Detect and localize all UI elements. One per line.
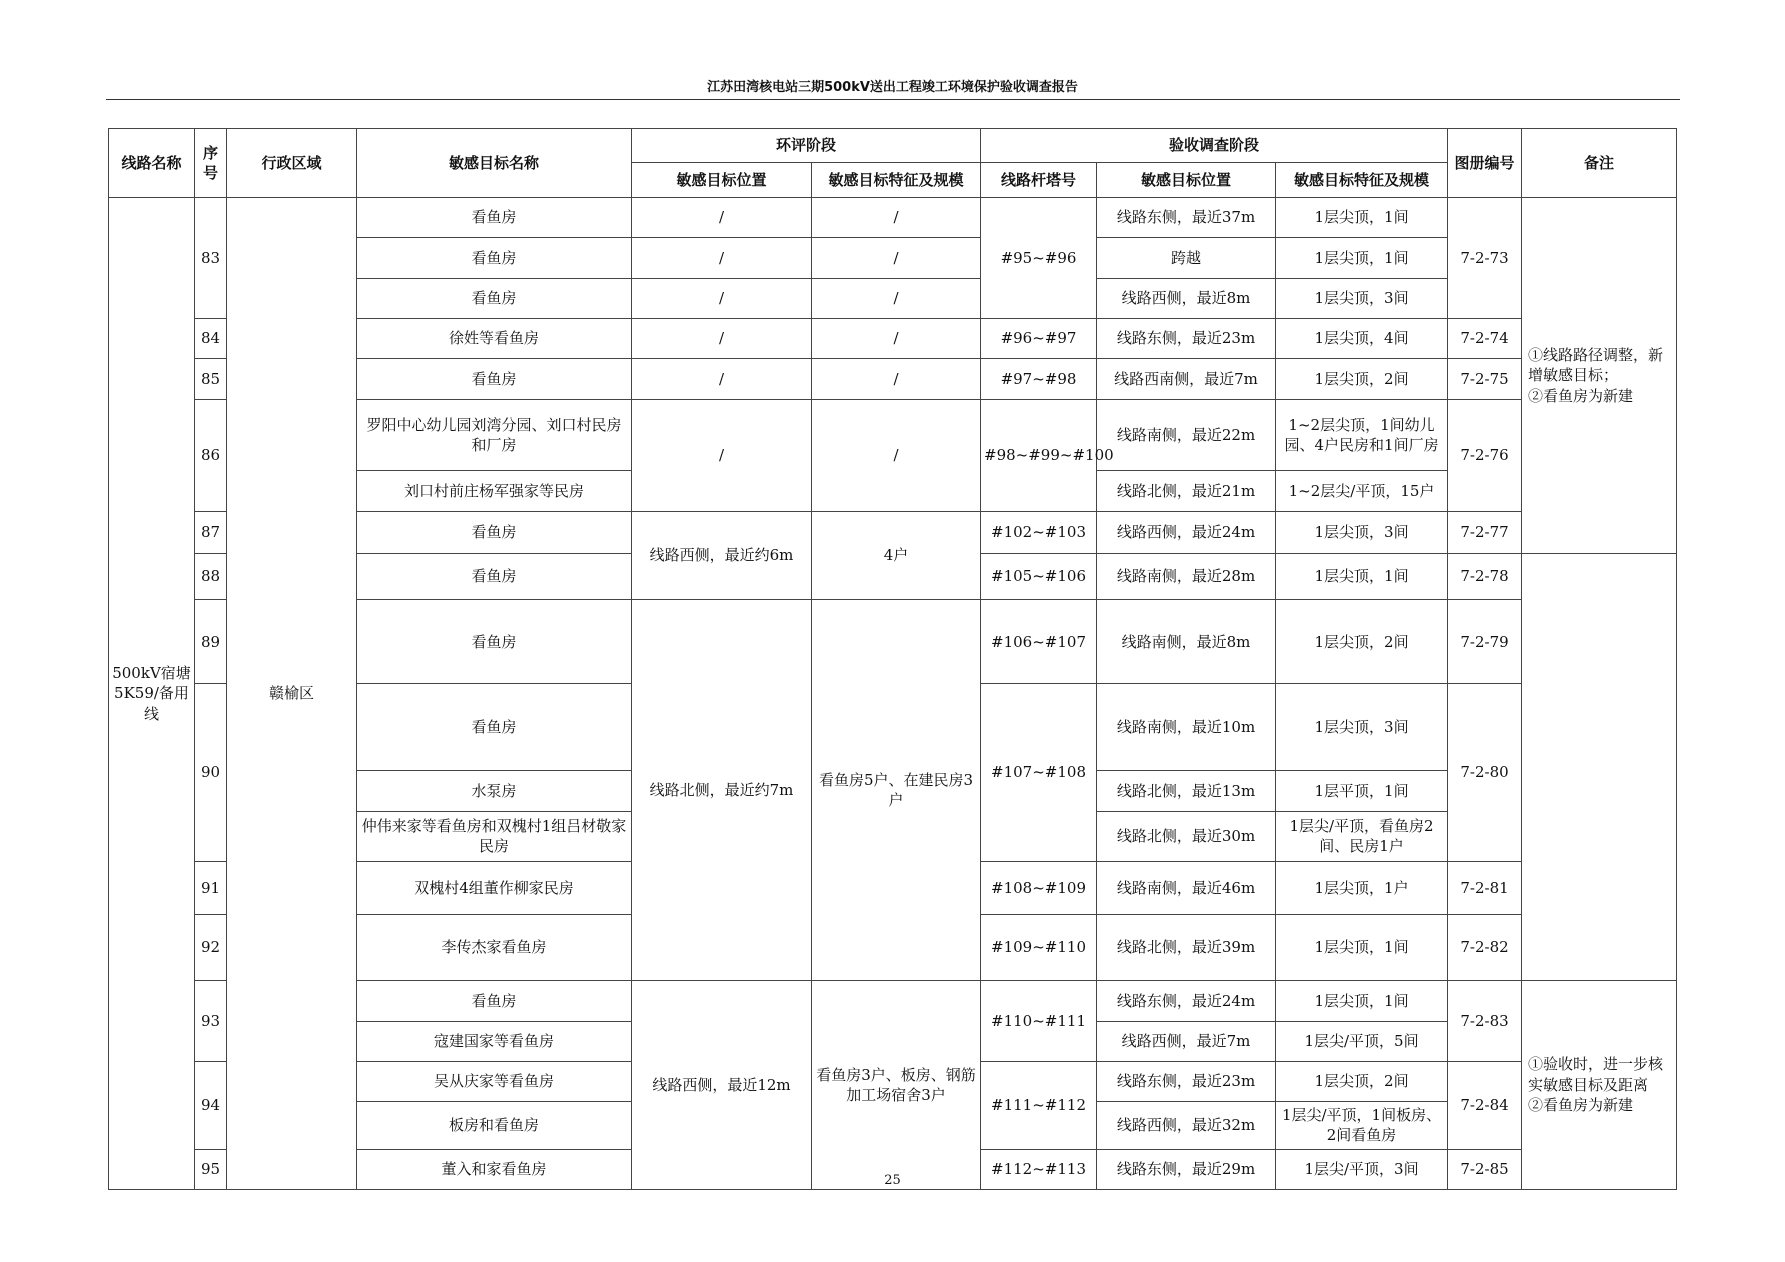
acc-feature-cell: 1层尖顶，1间	[1276, 914, 1448, 980]
target-name-cell: 刘口村前庄杨军强家等民房	[357, 471, 632, 512]
remark-line: ①验收时，进一步核实敏感目标及距离	[1528, 1055, 1664, 1094]
acc-feature-cell: 1~2层尖顶，1间幼儿园、4户民房和1间厂房	[1276, 400, 1448, 471]
acc-position-cell: 线路西侧，最近24m	[1097, 512, 1276, 554]
acc-position-cell: 线路南侧，最近46m	[1097, 861, 1276, 914]
target-name-cell: 看鱼房	[357, 512, 632, 554]
eia-position-cell: /	[632, 319, 812, 359]
tower-no-cell: #102~#103	[981, 512, 1097, 554]
acc-feature-cell: 1层尖/平顶，5间	[1276, 1021, 1448, 1061]
acc-feature-cell: 1层尖顶，1间	[1276, 198, 1448, 238]
acc-position-cell: 线路东侧，最近24m	[1097, 980, 1276, 1021]
eia-position-cell: /	[632, 359, 812, 400]
acc-feature-cell: 1层尖/平顶，1间板房、2间看鱼房	[1276, 1101, 1448, 1149]
target-name-cell: 看鱼房	[357, 359, 632, 400]
acc-position-cell: 线路北侧，最近13m	[1097, 770, 1276, 811]
seq-cell: 89	[195, 600, 227, 684]
target-name-cell: 看鱼房	[357, 600, 632, 684]
target-name-cell: 看鱼房	[357, 238, 632, 279]
header-remark: 备注	[1522, 129, 1677, 198]
table-row	[109, 198, 1677, 238]
eia-feature-cell: /	[812, 400, 981, 512]
target-name-cell: 吴从庆家等看鱼房	[357, 1061, 632, 1101]
acc-position-cell: 线路西南侧，最近7m	[1097, 359, 1276, 400]
acc-feature-cell: 1层尖顶，3间	[1276, 279, 1448, 319]
seq-cell: 85	[195, 359, 227, 400]
header-figure-no: 图册编号	[1448, 129, 1522, 198]
acc-feature-cell: 1层尖顶，1间	[1276, 980, 1448, 1021]
acc-feature-cell: 1层尖顶，3间	[1276, 684, 1448, 770]
tower-no-cell: #106~#107	[981, 600, 1097, 684]
acc-feature-cell: 1层尖顶，2间	[1276, 600, 1448, 684]
eia-feature-cell: 4户	[812, 512, 981, 600]
eia-feature-cell: /	[812, 198, 981, 238]
eia-feature-cell: /	[812, 319, 981, 359]
target-name-cell: 徐姓等看鱼房	[357, 319, 632, 359]
acc-feature-cell: 1层尖顶，1间	[1276, 238, 1448, 279]
eia-position-cell: /	[632, 238, 812, 279]
tower-no-cell: #105~#106	[981, 554, 1097, 600]
acc-position-cell: 线路东侧，最近37m	[1097, 198, 1276, 238]
eia-position-cell: /	[632, 400, 812, 512]
acc-position-cell: 线路东侧，最近23m	[1097, 319, 1276, 359]
tower-no-cell: #96~#97	[981, 319, 1097, 359]
figure-no-cell: 7-2-83	[1448, 980, 1522, 1061]
header-admin-region: 行政区域	[227, 129, 357, 198]
acc-feature-cell: 1~2层尖/平顶，15户	[1276, 471, 1448, 512]
eia-position-cell: /	[632, 198, 812, 238]
target-name-cell: 板房和看鱼房	[357, 1101, 632, 1149]
acc-position-cell: 线路西侧，最近7m	[1097, 1021, 1276, 1061]
sensitive-targets-table	[108, 128, 1677, 1190]
figure-no-cell: 7-2-78	[1448, 554, 1522, 600]
seq-cell: 92	[195, 914, 227, 980]
seq-cell: 88	[195, 554, 227, 600]
table-container	[108, 128, 1677, 1190]
figure-no-cell: 7-2-84	[1448, 1061, 1522, 1149]
figure-no-cell: 7-2-77	[1448, 512, 1522, 554]
eia-feature-cell: /	[812, 238, 981, 279]
target-name-cell: 看鱼房	[357, 279, 632, 319]
acc-position-cell: 线路南侧，最近28m	[1097, 554, 1276, 600]
target-name-cell: 看鱼房	[357, 980, 632, 1021]
target-name-cell: 看鱼房	[357, 554, 632, 600]
target-name-cell: 仲伟来家等看鱼房和双槐村1组吕材敬家民房	[357, 811, 632, 861]
admin-region-cell: 赣榆区	[227, 198, 357, 1190]
seq-cell: 90	[195, 684, 227, 861]
page-number: 25	[884, 1173, 901, 1188]
acc-position-cell: 线路北侧，最近30m	[1097, 811, 1276, 861]
line-name-cell: 500kV宿塘5K59/备用线	[109, 198, 195, 1190]
tower-no-cell: #110~#111	[981, 980, 1097, 1061]
acc-feature-cell: 1层尖顶，2间	[1276, 1061, 1448, 1101]
figure-no-cell: 7-2-79	[1448, 600, 1522, 684]
seq-cell: 94	[195, 1061, 227, 1149]
eia-position-cell: 线路北侧，最近约7m	[632, 600, 812, 981]
eia-feature-cell: 看鱼房3户、板房、钢筋加工场宿舍3户	[812, 980, 981, 1189]
target-name-cell: 水泵房	[357, 770, 632, 811]
page-title: 江苏田湾核电站三期500kV送出工程竣工环境保护验收调查报告	[707, 80, 1078, 95]
figure-no-cell: 7-2-80	[1448, 684, 1522, 861]
header-line-name: 线路名称	[109, 129, 195, 198]
acc-position-cell: 线路北侧，最近39m	[1097, 914, 1276, 980]
acc-position-cell: 线路南侧，最近10m	[1097, 684, 1276, 770]
acc-position-cell: 线路西侧，最近32m	[1097, 1101, 1276, 1149]
header-eia-feature: 敏感目标特征及规模	[812, 163, 981, 198]
tower-no-cell: #95~#96	[981, 198, 1097, 319]
tower-no-cell: #97~#98	[981, 359, 1097, 400]
remark-line: ②看鱼房为新建	[1528, 1095, 1634, 1114]
target-name-cell: 罗阳中心幼儿园刘湾分园、刘口村民房和厂房	[357, 400, 632, 471]
tower-no-cell: #112~#113	[981, 1149, 1097, 1189]
acc-position-cell: 线路南侧，最近22m	[1097, 400, 1276, 471]
seq-cell: 91	[195, 861, 227, 914]
header-target-name: 敏感目标名称	[357, 129, 632, 198]
eia-feature-cell: 看鱼房5户、在建民房3户	[812, 600, 981, 981]
tower-no-cell: #109~#110	[981, 914, 1097, 980]
eia-position-cell: 线路西侧，最近约6m	[632, 512, 812, 600]
tower-no-cell: #107~#108	[981, 684, 1097, 861]
target-name-cell: 董入和家看鱼房	[357, 1149, 632, 1189]
figure-no-cell: 7-2-81	[1448, 861, 1522, 914]
header-rule	[106, 99, 1680, 100]
seq-cell: 95	[195, 1149, 227, 1189]
acc-feature-cell: 1层尖/平顶，3间	[1276, 1149, 1448, 1189]
remark-cell	[1522, 980, 1677, 1189]
header-acceptance-stage: 验收调查阶段	[981, 129, 1448, 163]
tower-no-cell: #108~#109	[981, 861, 1097, 914]
figure-no-cell: 7-2-74	[1448, 319, 1522, 359]
acc-feature-cell: 1层平顶，1间	[1276, 770, 1448, 811]
eia-position-cell: 线路西侧，最近12m	[632, 980, 812, 1189]
acc-position-cell: 线路东侧，最近29m	[1097, 1149, 1276, 1189]
acc-position-cell: 线路东侧，最近23m	[1097, 1061, 1276, 1101]
tower-no-cell: #111~#112	[981, 1061, 1097, 1149]
target-name-cell: 双槐村4组董作柳家民房	[357, 861, 632, 914]
figure-no-cell: 7-2-76	[1448, 400, 1522, 512]
target-name-cell: 李传杰家看鱼房	[357, 914, 632, 980]
header-acc-feature: 敏感目标特征及规模	[1276, 163, 1448, 198]
figure-no-cell: 7-2-82	[1448, 914, 1522, 980]
acc-feature-cell: 1层尖顶，3间	[1276, 512, 1448, 554]
tower-no-cell: #98~#99~#100	[981, 400, 1097, 512]
acc-position-cell: 线路西侧，最近8m	[1097, 279, 1276, 319]
acc-feature-cell: 1层尖顶，1间	[1276, 554, 1448, 600]
acc-feature-cell: 1层尖顶，2间	[1276, 359, 1448, 400]
header-seq: 序号	[195, 129, 227, 198]
eia-feature-cell: /	[812, 279, 981, 319]
eia-feature-cell: /	[812, 359, 981, 400]
figure-no-cell: 7-2-75	[1448, 359, 1522, 400]
target-name-cell: 寇建国家等看鱼房	[357, 1021, 632, 1061]
acc-position-cell: 线路北侧，最近21m	[1097, 471, 1276, 512]
seq-cell: 83	[195, 198, 227, 319]
header-tower-no: 线路杆塔号	[981, 163, 1097, 198]
acc-feature-cell: 1层尖顶，1户	[1276, 861, 1448, 914]
remark-line: ②看鱼房为新建	[1528, 386, 1634, 405]
header-eia-position: 敏感目标位置	[632, 163, 812, 198]
acc-feature-cell: 1层尖/平顶，看鱼房2间、民房1户	[1276, 811, 1448, 861]
target-name-cell: 看鱼房	[357, 684, 632, 770]
header-acc-position: 敏感目标位置	[1097, 163, 1276, 198]
header-eia-stage: 环评阶段	[632, 129, 981, 163]
acc-position-cell: 线路南侧，最近8m	[1097, 600, 1276, 684]
eia-position-cell: /	[632, 279, 812, 319]
remark-line: ①线路路径调整，新增敏感目标；	[1528, 346, 1664, 385]
remark-cell	[1522, 198, 1677, 554]
seq-cell: 93	[195, 980, 227, 1061]
seq-cell: 87	[195, 512, 227, 554]
figure-no-cell: 7-2-73	[1448, 198, 1522, 319]
figure-no-cell: 7-2-85	[1448, 1149, 1522, 1189]
acc-position-cell: 跨越	[1097, 238, 1276, 279]
target-name-cell: 看鱼房	[357, 198, 632, 238]
acc-feature-cell: 1层尖顶，4间	[1276, 319, 1448, 359]
seq-cell: 84	[195, 319, 227, 359]
seq-cell: 86	[195, 400, 227, 512]
